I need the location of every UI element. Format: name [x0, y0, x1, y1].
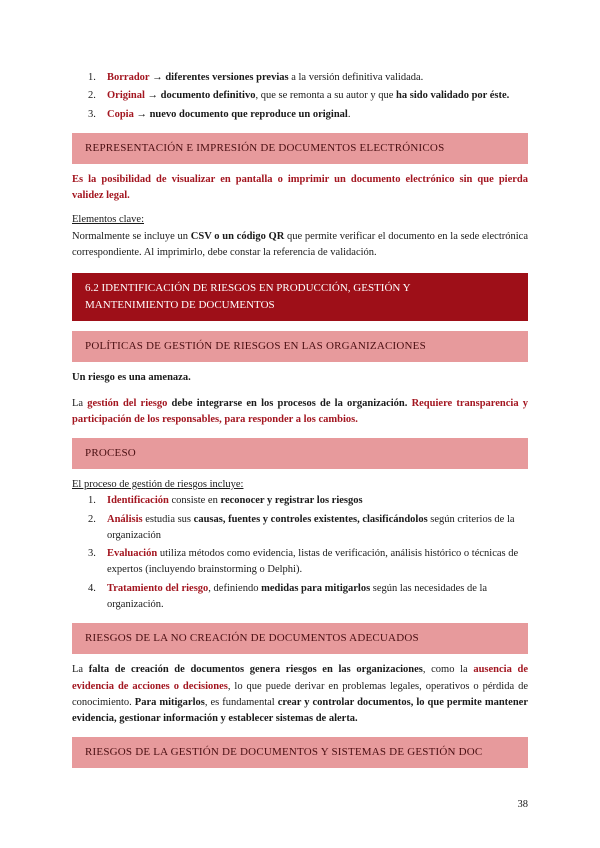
representacion-lead: Es la posibilidad de visualizar en pantalla o imprimir un documento electrónico sin que pierda validez legal.	[72, 173, 528, 202]
section-heading-proceso: PROCESO	[72, 438, 528, 469]
chapter-heading: 6.2 IDENTIFICACIÓN DE RIESGOS EN PRODUCCIÓN, GESTIÓN Y MANTENIMIENTO DE DOCUMENTOS	[72, 273, 528, 321]
key-elements-label: Elementos clave:	[72, 214, 145, 226]
document-types-list	[72, 70, 528, 123]
no-creacion-body: La falta de creación de documentos genera riesgos en las organizaciones, como la ausencia de evidencia de acciones o decisiones, lo que puede derivar en problemas legales, operativos o pérdida de conocimiento. Para mitigarlos, es fundamental crear y controlar documentos, lo que permite mantener evidencia, gestionar información y establecer sistemas de alerta.	[72, 664, 528, 725]
document-page	[72, 70, 528, 776]
section-heading-gestion: RIESGOS DE LA GESTIÓN DE DOCUMENTOS Y SISTEMAS DE GESTIÓN DOC	[72, 737, 528, 768]
list-item: 4. Tratamiento del riesgo, definiendo medidas para mitigarlos según las necesidades de la organización.	[88, 582, 488, 611]
proceso-list	[72, 493, 528, 613]
politicas-p1: Un riesgo es una amenaza.	[72, 372, 191, 384]
list-item: 2. Análisis estudia sus causas, fuentes y controles existentes, clasificándolos según criterios de la organización	[88, 513, 515, 541]
politicas-p2: La gestión del riesgo debe integrarse en los procesos de la organización. Requiere transparencia y participación de los responsables, para responder a los cambios.	[72, 397, 529, 425]
section-heading-representacion: REPRESENTACIÓN E IMPRESIÓN DE DOCUMENTOS ELECTRÓNICOS	[72, 133, 528, 164]
page-number: 38	[517, 799, 528, 810]
section-heading-no-creacion: RIESGOS DE LA NO CREACIÓN DE DOCUMENTOS ADECUADOS	[72, 623, 528, 654]
list-item: 3. Copia → nuevo documento que reproduce un original.	[88, 108, 351, 120]
proceso-intro: El proceso de gestión de riesgos incluye:	[72, 479, 244, 491]
list-item: 2. Original → documento definitivo, que se remonta a su autor y que ha sido validado por éste.	[88, 90, 510, 102]
list-item: 1. Borrador → diferentes versiones previas a la versión definitiva validada.	[88, 72, 424, 83]
representacion-body: Normalmente se incluye un CSV o un código QR que permite verificar el documento en la sede electrónica correspondiente. Al imprimirlo, debe constar la referencia de validación.	[72, 230, 528, 258]
list-item: 3. Evaluación utiliza métodos como evidencia, listas de verificación, análisis histórico o técnicas de expertos (incluyendo brainstorming o Delphi).	[88, 548, 519, 576]
list-item: 1. Identificación consiste en reconocer y registrar los riesgos	[88, 495, 363, 507]
section-heading-politicas: POLÍTICAS DE GESTIÓN DE RIESGOS EN LAS ORGANIZACIONES	[72, 331, 528, 362]
